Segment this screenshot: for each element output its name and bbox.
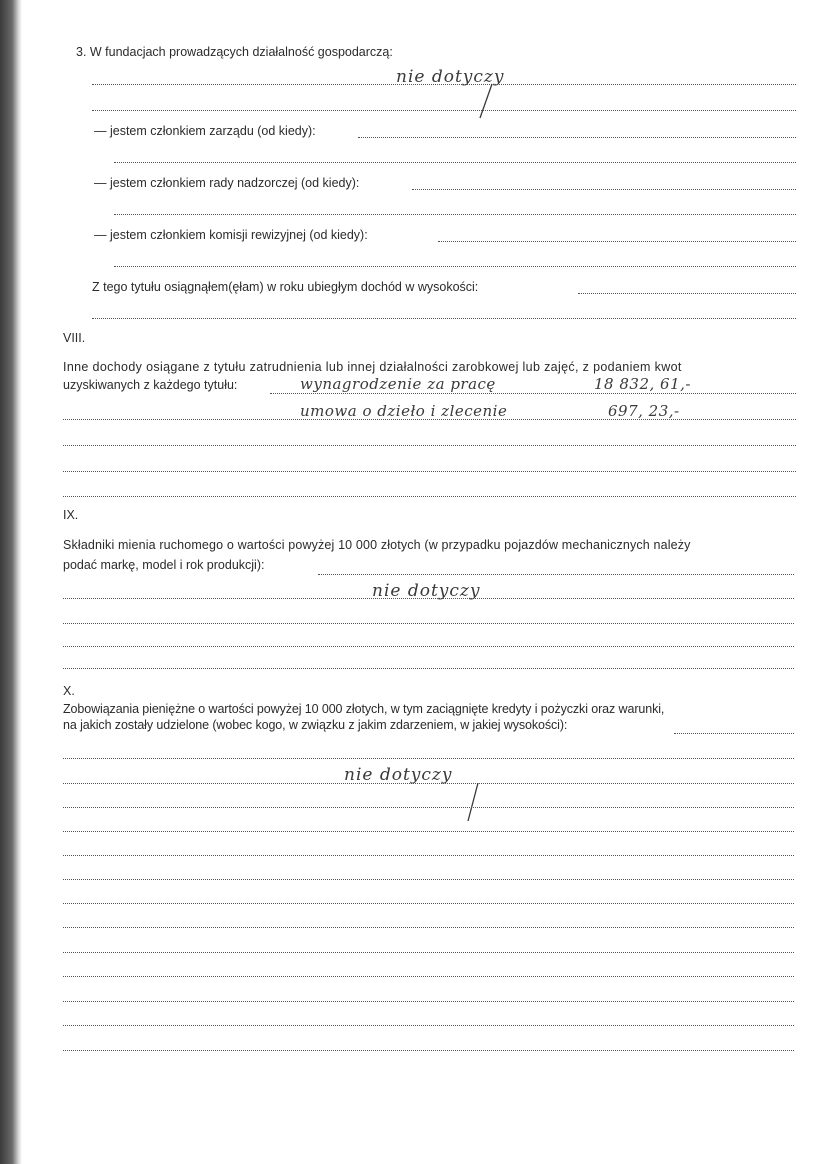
- income-label: Z tego tytułu osiągnąłem(ęłam) w roku ubiegłym dochód w wysokości:: [92, 280, 479, 294]
- handwritten-income-desc-2: umowa o dzieło i zlecenie: [300, 402, 508, 420]
- answer-line: [63, 496, 796, 497]
- answer-line: [674, 733, 794, 734]
- handwritten-not-applicable: nie dotyczy: [396, 67, 505, 87]
- answer-line: [63, 831, 794, 832]
- audit-committee-label: — jestem członkiem komisji rewizyjnej (od kiedy):: [94, 228, 368, 242]
- answer-line: [114, 162, 796, 163]
- answer-line: [114, 266, 796, 267]
- answer-line: [63, 879, 794, 880]
- answer-line: [63, 976, 794, 977]
- handwritten-stroke: [476, 84, 496, 120]
- handwritten-income-amount-2: 697, 23,-: [608, 402, 680, 420]
- answer-line: [63, 952, 794, 953]
- answer-line: [63, 1001, 794, 1002]
- answer-line: [578, 293, 796, 294]
- answer-line: [63, 623, 794, 624]
- section-x-text-2: na jakich zostały udzielone (wobec kogo, w związku z jakim zdarzeniem, w jakiej wysokości):: [63, 718, 568, 732]
- section-x-text: Zobowiązania pieniężne o wartości powyżej 10 000 złotych, w tym zaciągnięte kredyty i pożyczki oraz warunki,: [63, 702, 665, 716]
- answer-line: [63, 758, 794, 759]
- answer-line: [412, 189, 796, 190]
- section-ix-text-2: podać markę, model i rok produkcji):: [63, 558, 265, 572]
- answer-line: [63, 927, 794, 928]
- section-ix-text: Składniki mienia ruchomego o wartości powyżej 10 000 złotych (w przypadku pojazdów mechanicznych należy: [63, 538, 691, 552]
- answer-line: [63, 1050, 794, 1051]
- answer-line: [63, 668, 794, 669]
- section-ix-heading: IX.: [63, 508, 79, 522]
- handwritten-stroke: [464, 783, 484, 823]
- answer-line: [270, 393, 796, 394]
- answer-line: [63, 855, 794, 856]
- answer-line: [63, 903, 794, 904]
- section-viii-text-2: uzyskiwanych z każdego tytułu:: [63, 378, 238, 392]
- answer-line: [92, 110, 796, 111]
- section-viii-heading: VIII.: [63, 331, 86, 345]
- handwritten-income-amount-1: 18 832, 61,-: [594, 375, 691, 393]
- answer-line: [114, 214, 796, 215]
- section-viii-text: Inne dochody osiągane z tytułu zatrudnienia lub innej działalności zarobkowej lub zajęć, z podaniem kwot: [63, 360, 682, 374]
- answer-line: [358, 137, 796, 138]
- handwritten-not-applicable: nie dotyczy: [372, 581, 481, 601]
- answer-line: [318, 574, 794, 575]
- answer-line: [63, 471, 796, 472]
- section-x-heading: X.: [63, 684, 75, 698]
- handwritten-income-desc-1: wynagrodzenie za pracę: [300, 375, 496, 393]
- answer-line: [438, 241, 796, 242]
- supervisory-board-label: — jestem członkiem rady nadzorczej (od kiedy):: [94, 176, 360, 190]
- answer-line: [63, 646, 794, 647]
- board-member-label: — jestem członkiem zarządu (od kiedy):: [94, 124, 316, 138]
- handwritten-not-applicable: nie dotyczy: [344, 765, 453, 785]
- answer-line: [63, 1025, 794, 1026]
- answer-line: [63, 445, 796, 446]
- scan-edge-shadow: [0, 0, 22, 1164]
- answer-line: [63, 807, 794, 808]
- answer-line: [92, 318, 796, 319]
- section-3-title: 3. W fundacjach prowadzących działalność gospodarczą:: [76, 45, 393, 59]
